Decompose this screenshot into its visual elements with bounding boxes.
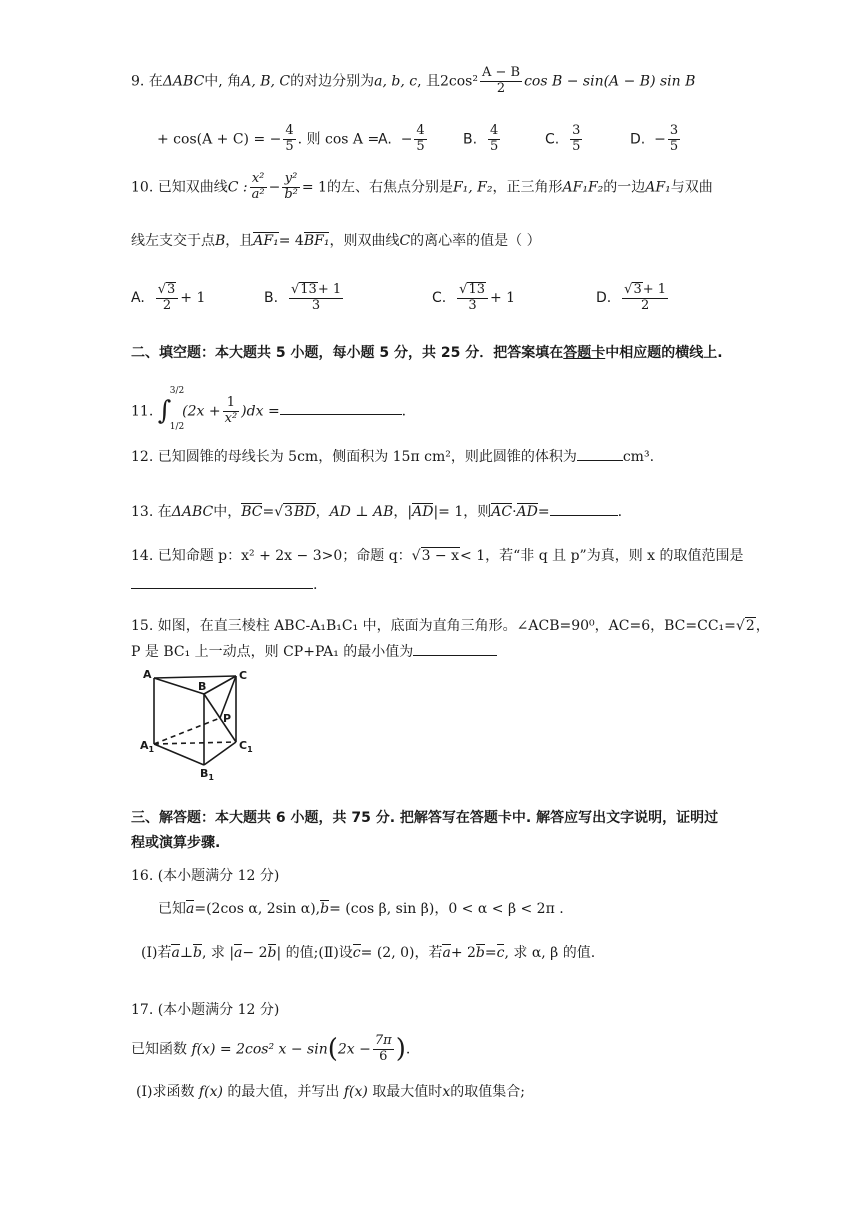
q9-option-b: B. $\frac{4}{5}$ — [463, 123, 499, 154]
q10-option-d: D. $\frac{√3+ 1}{2}$ — [596, 282, 667, 313]
q17-part1: (Ⅰ)求函数 f(x) 的最大值，并写出 f(x) 取最大值时x的取值集合; — [136, 1084, 525, 1100]
q9-option-d: D. − $\frac{3}{5}$ — [630, 123, 679, 154]
q15-line1: 15. 如图，在直三棱柱 ABC-A₁B₁C₁ 中，底面为直角三角形。∠ACB=90⁰，AC=6，BC=CC₁=√2， — [131, 618, 770, 634]
label-c: C — [239, 669, 248, 682]
label-b1: $B_1$ — [200, 767, 214, 782]
q13-line: 13. 在ΔABC中，BC=√3BD，AD ⊥ AB，|AD|= 1，则AC·AD= . — [131, 504, 623, 520]
label-a1: $A_1$ — [140, 739, 155, 754]
q9-fraction: $\frac{A - B}{2}$ — [481, 65, 521, 96]
q16-heading: 16. (本小题满分 12 分) — [131, 868, 280, 884]
q11-answer-blank — [280, 402, 402, 415]
q17-function: 已知函数 f(x) = 2cos² x − sin(2x − $\frac{7\pi}{6}$ ). — [131, 1033, 411, 1065]
q10-line1: 10. 已知双曲线C : $\frac{\text{x²}}{\text{a²}}$ − $\frac{\text{y²}}{\text{b²}}$ = 1的左、右焦点分别是F₁, F₂，正三角形AF₁F₂的一边AF₁与双曲 — [131, 171, 713, 202]
q16-parts: (Ⅰ)若a⊥b, 求 |a− 2b| 的值;(Ⅱ)设c= (2, 0)，若a+ 2b=c, 求 α, β 的值. — [141, 945, 596, 961]
q9-line2: + cos(A + C) = − $\frac{4}{5}$ . 则 cos A = — [157, 123, 380, 154]
integral-sign: ∫ 3/2 1/2 — [157, 386, 185, 433]
label-a: A — [143, 668, 152, 681]
q10-option-b: B. $\frac{√13+ 1}{3}$ — [264, 282, 342, 313]
q16-given: 已知a=(2cos α, 2sin α),b= (cos β, sin β)，0 < α < β < 2π . — [158, 901, 564, 917]
q9-fraction-2: $\frac{4}{5}$ — [285, 123, 294, 154]
prism-figure — [130, 662, 270, 782]
q9-option-a: A. − $\frac{4}{5}$ — [378, 123, 425, 154]
edge-bc — [204, 676, 236, 694]
q12-line: 12. 已知圆锥的母线长为 5cm，侧面积为 15π cm²，则此圆锥的体积为 cm³. — [131, 449, 655, 465]
q15-answer-blank — [413, 643, 497, 656]
edge-b1c1 — [204, 742, 236, 765]
q14-answer-blank — [131, 576, 313, 589]
edge-ab — [154, 678, 207, 694]
segment-pa1-hidden — [154, 718, 220, 744]
section-3-heading-line1: 三、解答题：本大题共 6 小题，共 75 分. 把解答写在答题卡中. 解答应写出文字说明，证明过 — [131, 810, 719, 826]
q15-line2: P 是 BC₁ 上一动点，则 CP+PA₁ 的最小值为 — [131, 643, 497, 661]
q11-line: 11. ∫ 3/2 1/2 (2x + $\frac{1}{\text{x²}}$ )dx = . — [131, 386, 407, 433]
q9-option-c: C. $\frac{3}{5}$ — [545, 123, 581, 154]
edge-a1c1-hidden — [154, 742, 236, 744]
label-c1: $C_1$ — [239, 739, 253, 754]
label-p: P — [223, 712, 232, 725]
q17-heading: 17. (本小题满分 12 分) — [131, 1002, 280, 1018]
edge-a1b1 — [154, 744, 204, 765]
q10-line2: 线左支交于点B，且AF₁= 4BF₁，则双曲线C的离心率的值是（ ） — [131, 233, 541, 249]
label-b: B — [198, 680, 207, 693]
q9-line1: 9. 在ΔABC中, 角A, B, C的对边分别为a, b, c, 且2cos² $\frac{A - B}{2}$ cos B − sin(A − B) sin B — [131, 65, 696, 96]
q14-line1: 14. 已知命题 p：x² + 2x − 3>0；命题 q：√3 − x< 1，若“非 q 且 p”为真，则 x 的取值范围是 — [131, 548, 744, 564]
q12-answer-blank — [577, 448, 623, 461]
section-3-heading-line2: 程或演算步骤. — [131, 835, 221, 851]
q14-line2: . — [131, 576, 317, 594]
edge-ac — [154, 676, 236, 678]
q13-answer-blank — [550, 503, 618, 516]
q10-option-a: A. $\frac{√3}{2}$ + 1 — [131, 282, 206, 313]
q10-option-c: C. $\frac{√13}{3}$ + 1 — [432, 282, 516, 313]
section-2-heading: 二、填空题：本大题共 5 小题，每小题 5 分，共 25 分．把答案填在答题卡中相应题的横线上. — [131, 345, 723, 361]
